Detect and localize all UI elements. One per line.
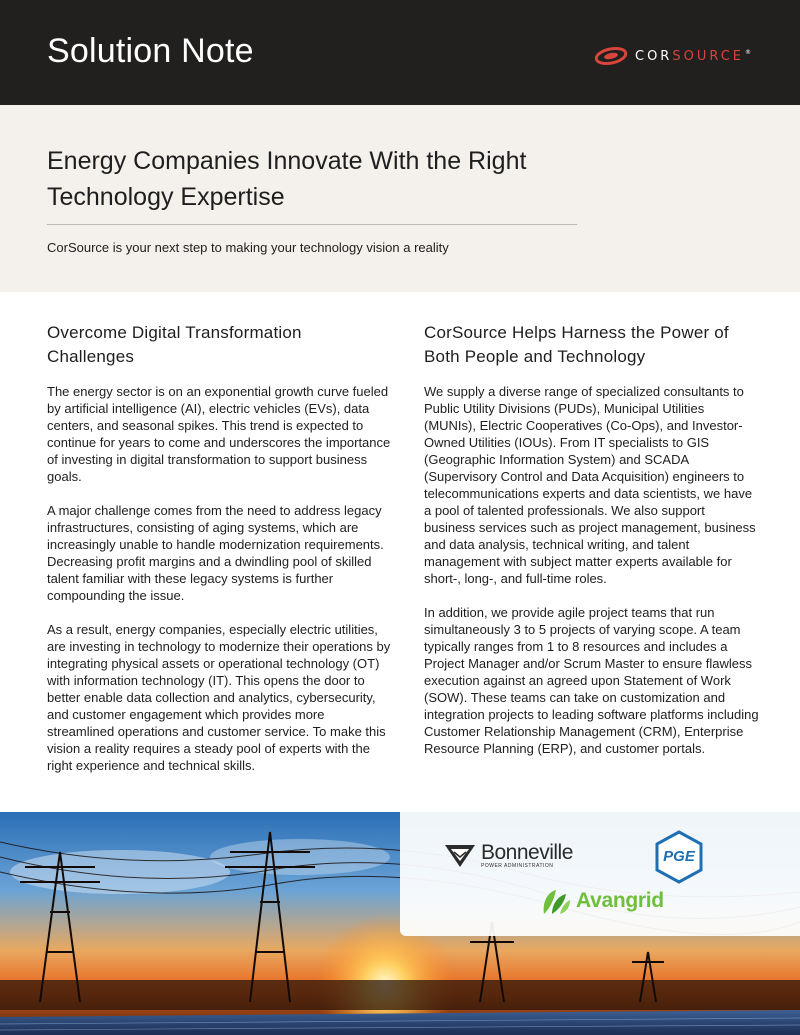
header-band bbox=[0, 0, 800, 105]
corsource-logo bbox=[594, 44, 754, 68]
left-paragraph-2: A major challenge comes from the need to address legacy infrastructures, consisting of aging systems, which are increasingly unable to handle modernization requirements. Decreasing profit margins and a dwindling pool of skilled talent familiar with these legacy systems is further compounding the issue. bbox=[47, 503, 384, 603]
intro-divider bbox=[47, 224, 577, 225]
bonneville-subtitle: POWER ADMINISTRATION bbox=[481, 863, 554, 869]
left-paragraph-3: As a result, energy companies, especially electric utilities, are investing in technology to modernize their operations by integrating physical assets or operational technology (OT) with information technology (IT). This opens the door to better enable data collection and analytics, cybersecurity, and customer engagement which provides more streamlined operations and customer service. To make this vision a reality requires a steady pool of experts with the right experience and technical skills. bbox=[47, 622, 391, 773]
client-logos-panel bbox=[400, 812, 800, 936]
page-title: Energy Companies Innovate With the Right Technology Expertise bbox=[47, 147, 527, 211]
corsource-logo-mark-icon bbox=[594, 45, 628, 67]
pge-logo bbox=[652, 830, 706, 884]
right-paragraph-1: We supply a diverse range of specialized consultants to Public Utility Divisions (PUDs), Municipal Utilities (MUNIs), Electric Cooperatives (Co-Ops), and Investor-Owned Utilities (IOUs). From IT specialists to GIS (Geographic Information System) and SCADA (Supervisory Control and Data Acquisition) engineers to telecommunications experts and data scientists, we have a pool of talented professionals. We also support business services such as project management, business and data analysis, technical writing, and talent management with subject matter experts available for short-, long-, and full-time roles. bbox=[424, 384, 756, 586]
pge-name: PGE bbox=[663, 848, 695, 865]
right-column-heading: CorSource Helps Harness the Power of Both People and Technology bbox=[424, 323, 729, 366]
avangrid-logo bbox=[540, 886, 664, 916]
left-paragraph-1: The energy sector is on an exponential growth curve fueled by artificial intelligence (AI), electric vehicles (EVs), data centers, and seasonal spikes. This trend is expected to continue for years to come and underscores the importance of investing in digital transformation to support business goals. bbox=[47, 384, 391, 484]
avangrid-name: Avangrid bbox=[576, 889, 664, 912]
right-column bbox=[424, 321, 759, 774]
corsource-wordmark: CORSOURCE® bbox=[635, 48, 755, 64]
bonneville-emblem-icon bbox=[443, 843, 477, 869]
left-column bbox=[47, 321, 392, 791]
bonneville-name: Bonneville bbox=[481, 841, 573, 864]
bonneville-logo bbox=[443, 842, 573, 869]
right-paragraph-2: In addition, we provide agile project teams that run simultaneously 3 to 5 projects of varying scope. A team typically ranges from 1 to 8 resources and includes a Project Manager and/or Scrum Master to ensure flawless execution against an agreed upon Statement of Work (SOW). These teams can take on customization and integration projects to leading software platforms including Customer Relationship Management (CRM), Enterprise Resource Planning (ERP), and customer portals. bbox=[424, 605, 759, 756]
document-type-title: Solution Note bbox=[47, 32, 254, 70]
intro-band bbox=[0, 105, 800, 292]
avangrid-leaf-icon bbox=[540, 886, 572, 916]
page-subtitle: CorSource is your next step to making your technology vision a reality bbox=[47, 240, 449, 255]
left-column-heading: Overcome Digital Transformation Challenges bbox=[47, 323, 302, 366]
